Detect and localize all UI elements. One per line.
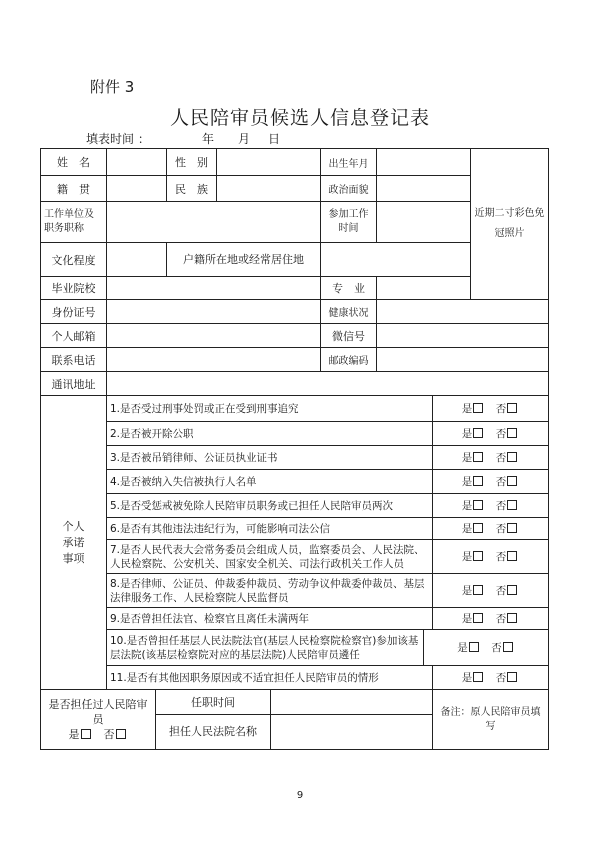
commitment-item: 10.是否曾担任基层人民法院法官(基层人民检察院检察官)参加该基层法院(该基层检察院对应的基层法院)人民陪审员遴任 bbox=[107, 630, 424, 666]
attachment-label: 附件 3 bbox=[90, 78, 135, 96]
yes-label: 是 bbox=[461, 672, 473, 684]
yes-label: 是 bbox=[461, 428, 473, 440]
court-label: 担任人民法院名称 bbox=[156, 715, 271, 750]
commitment-yes-no[interactable] bbox=[433, 666, 549, 690]
major-label: 专 业 bbox=[321, 277, 377, 300]
yes-checkbox[interactable] bbox=[473, 523, 483, 533]
yes-label: 是 bbox=[461, 476, 473, 488]
gender-value[interactable] bbox=[217, 149, 321, 176]
birth-date-value[interactable] bbox=[377, 149, 471, 176]
yes-label: 是 bbox=[461, 551, 473, 563]
school-value[interactable] bbox=[107, 277, 321, 300]
commitment-item: 5.是否受惩戒被免除人民陪审员职务或已担任人民陪审员两次 bbox=[107, 494, 433, 518]
tenure-label: 任职时间 bbox=[156, 690, 271, 715]
no-label: 否 bbox=[495, 523, 507, 535]
yes-checkbox[interactable] bbox=[473, 551, 483, 561]
wechat-value[interactable] bbox=[377, 324, 549, 348]
no-label: 否 bbox=[495, 500, 507, 512]
commitment-item: 2.是否被开除公职 bbox=[107, 422, 433, 446]
commitment-yes-no[interactable] bbox=[433, 446, 549, 470]
work-unit-value[interactable] bbox=[107, 202, 321, 243]
commitment-yes-no[interactable] bbox=[433, 540, 549, 574]
no-label: 否 bbox=[495, 476, 507, 488]
commitment-yes-no[interactable] bbox=[433, 396, 549, 422]
form-title: 人民陪审员候选人信息登记表 bbox=[169, 107, 430, 129]
registration-form-table bbox=[40, 148, 549, 750]
phone-value[interactable] bbox=[107, 348, 321, 372]
no-label: 否 bbox=[495, 403, 507, 415]
no-checkbox[interactable] bbox=[507, 428, 517, 438]
native-place-value[interactable] bbox=[107, 176, 167, 202]
commitment-yes-no[interactable] bbox=[433, 494, 549, 518]
household-value[interactable] bbox=[321, 243, 471, 277]
no-checkbox[interactable] bbox=[507, 403, 517, 413]
school-label: 毕业院校 bbox=[41, 277, 107, 300]
no-checkbox[interactable] bbox=[507, 672, 517, 682]
no-label: 否 bbox=[495, 585, 507, 597]
address-value[interactable] bbox=[107, 372, 549, 396]
yes-checkbox[interactable] bbox=[473, 585, 483, 595]
postcode-value[interactable] bbox=[377, 348, 549, 372]
commitment-yes-no[interactable] bbox=[433, 608, 549, 630]
no-label: 否 bbox=[491, 642, 502, 654]
no-checkbox[interactable] bbox=[507, 500, 517, 510]
education-label: 文化程度 bbox=[41, 243, 107, 277]
work-unit-label: 工作单位及职务职称 bbox=[41, 202, 107, 243]
no-checkbox[interactable] bbox=[116, 729, 126, 739]
postcode-label: 邮政编码 bbox=[321, 348, 377, 372]
yes-label: 是 bbox=[68, 728, 80, 741]
birth-date-label: 出生年月 bbox=[321, 149, 377, 176]
fill-day-label: 日 bbox=[268, 132, 281, 146]
commitments-label: 个人承诺事项 bbox=[41, 396, 107, 690]
fill-time-label: 填表时间 ： bbox=[86, 132, 150, 146]
no-checkbox[interactable] bbox=[507, 585, 517, 595]
work-start-label: 参加工作时间 bbox=[321, 202, 377, 243]
yes-checkbox[interactable] bbox=[473, 500, 483, 510]
education-value[interactable] bbox=[107, 243, 167, 277]
work-start-value[interactable] bbox=[377, 202, 471, 243]
commitment-item: 11.是否有其他因职务原因或不适宜担任人民陪审员的情形 bbox=[107, 666, 433, 690]
email-label: 个人邮箱 bbox=[41, 324, 107, 348]
commitment-item: 6.是否有其他违法违纪行为，可能影响司法公信 bbox=[107, 518, 433, 540]
yes-label: 是 bbox=[461, 523, 473, 535]
id-number-label: 身份证号 bbox=[41, 300, 107, 324]
ethnicity-value[interactable] bbox=[217, 176, 321, 202]
yes-checkbox[interactable] bbox=[473, 476, 483, 486]
household-label: 户籍所在地或经常居住地 bbox=[167, 243, 321, 277]
no-label: 否 bbox=[495, 452, 507, 464]
yes-label: 是 bbox=[461, 403, 473, 415]
name-value[interactable] bbox=[107, 149, 167, 176]
yes-label: 是 bbox=[457, 642, 468, 654]
commitment-yes-no[interactable] bbox=[433, 422, 549, 446]
commitment-item: 3.是否被吊销律师、公证员执业证书 bbox=[107, 446, 433, 470]
gender-label: 性 别 bbox=[167, 149, 217, 176]
yes-checkbox[interactable] bbox=[473, 452, 483, 462]
commitment-yes-no[interactable] bbox=[433, 574, 549, 608]
former-juror-yes-no[interactable] bbox=[44, 727, 152, 742]
page-number: 9 bbox=[296, 790, 304, 801]
yes-checkbox[interactable] bbox=[473, 672, 483, 682]
commitment-yes-no[interactable] bbox=[433, 470, 549, 494]
no-checkbox[interactable] bbox=[507, 523, 517, 533]
yes-label: 是 bbox=[461, 452, 473, 464]
former-juror-cell bbox=[41, 690, 156, 750]
ethnicity-label: 民 族 bbox=[167, 176, 217, 202]
photo-box: 近期二寸彩色免冠照片 bbox=[471, 149, 549, 300]
no-checkbox[interactable] bbox=[507, 452, 517, 462]
fill-year-label: 年 bbox=[202, 132, 215, 146]
no-label: 否 bbox=[103, 728, 115, 741]
commitment-item: 1.是否受过刑事处罚或正在受到刑事追究 bbox=[107, 396, 433, 422]
no-label: 否 bbox=[495, 672, 507, 684]
commitment-item: 4.是否被纳入失信被执行人名单 bbox=[107, 470, 433, 494]
no-label: 否 bbox=[495, 551, 507, 563]
yes-label: 是 bbox=[461, 613, 473, 625]
former-juror-question: 是否担任过人民陪审员 bbox=[48, 698, 148, 726]
former-note: 备注：原人民陪审员填写 bbox=[433, 690, 549, 750]
health-label: 健康状况 bbox=[321, 300, 377, 324]
major-value[interactable] bbox=[377, 277, 471, 300]
email-value[interactable] bbox=[107, 324, 321, 348]
yes-checkbox[interactable] bbox=[473, 428, 483, 438]
yes-checkbox[interactable] bbox=[81, 729, 91, 739]
yes-label: 是 bbox=[461, 585, 473, 597]
commitment-yes-no[interactable] bbox=[433, 518, 549, 540]
commitment-item: 9.是否曾担任法官、检察官且离任未满两年 bbox=[107, 608, 433, 630]
yes-checkbox[interactable] bbox=[473, 613, 483, 623]
no-label: 否 bbox=[495, 613, 507, 625]
commitment-item: 7.是否人民代表大会常务委员会组成人员，监察委员会、人民法院、人民检察院、公安机关、国家安全机关、司法行政机关工作人员 bbox=[107, 540, 433, 574]
no-checkbox[interactable] bbox=[507, 613, 517, 623]
name-label: 姓 名 bbox=[41, 149, 107, 176]
no-checkbox[interactable] bbox=[507, 551, 517, 561]
political-status-label: 政治面貌 bbox=[321, 176, 377, 202]
native-place-label: 籍 贯 bbox=[41, 176, 107, 202]
address-label: 通讯地址 bbox=[41, 372, 107, 396]
health-value[interactable] bbox=[377, 300, 549, 324]
political-status-value[interactable] bbox=[377, 176, 471, 202]
fill-month-label: 月 bbox=[238, 132, 251, 146]
yes-label: 是 bbox=[461, 500, 473, 512]
no-label: 否 bbox=[495, 428, 507, 440]
tenure-value[interactable] bbox=[271, 690, 433, 715]
phone-label: 联系电话 bbox=[41, 348, 107, 372]
commitment-yes-no[interactable] bbox=[424, 630, 549, 666]
commitment-item: 8.是否律师、公证员、仲裁委仲裁员、劳动争议仲裁委仲裁员、基层法律服务工作、人民检察院人民监督员 bbox=[107, 574, 433, 608]
no-checkbox[interactable] bbox=[503, 642, 513, 652]
yes-checkbox[interactable] bbox=[473, 403, 483, 413]
wechat-label: 微信号 bbox=[321, 324, 377, 348]
id-number-value[interactable] bbox=[107, 300, 321, 324]
yes-checkbox[interactable] bbox=[469, 642, 479, 652]
court-value[interactable] bbox=[271, 715, 433, 750]
no-checkbox[interactable] bbox=[507, 476, 517, 486]
